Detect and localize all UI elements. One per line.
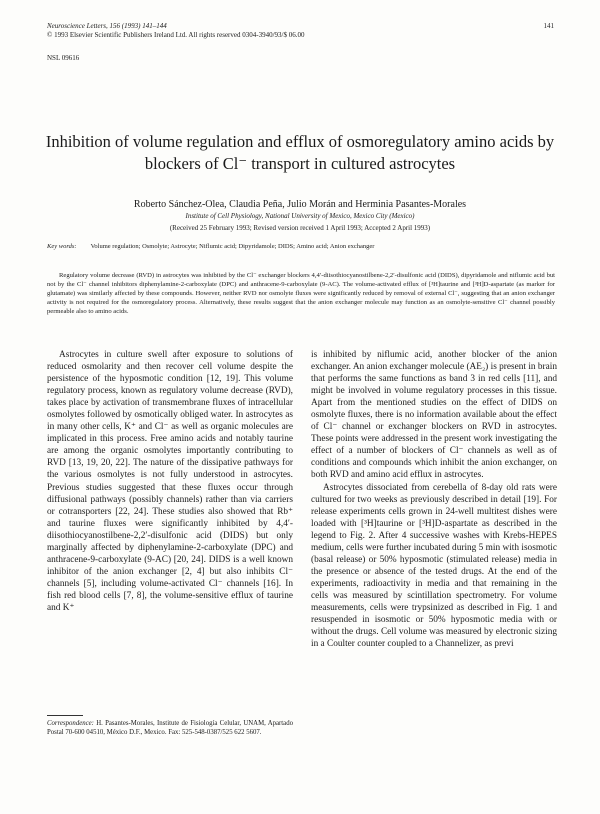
body-paragraph: is inhibited by niflumic acid, another blocker of the anion exchanger. An anion exchanger molecule (AE₂) is present in brain that performs the same functions as band 3 in red cells [11], and might be involved in volume regulatory processes in this tissue. Apart from the mentioned studies on the effect of DIDS on osmolyte fluxes, there is no information available about the effect of Cl⁻ channel or exchanger blockers on RVD in astrocytes. These points were addressed in the present work investigating the effect of a number of blockers of Cl⁻ channels as well as of conditions and compounds which inhibit the anion exchanger, on both RVD and amino acid efflux in astrocytes. <box>311 350 557 481</box>
body-column-left <box>47 349 293 614</box>
keywords-text: Volume regulation; Osmolyte; Astrocyte; Niflumic acid; Dipyridamole; DIDS; Amino acid; Anion exchanger <box>90 243 375 250</box>
keywords-label: Key words: <box>47 243 77 250</box>
correspondence-label: Correspondence: <box>47 720 94 727</box>
page-number: 141 <box>543 22 554 30</box>
footnote-rule <box>47 715 83 716</box>
journal-citation: Neuroscience Letters, 156 (1993) 141–144 <box>47 22 167 30</box>
correspondence-text: H. Pasantes-Morales, Institute de Fisiología Celular, UNAM, Apartado Postal 70-600 04510, México D.F., Mexico. Fax: 525-548-0387/525 622 5607. <box>47 720 293 736</box>
author-list: Roberto Sánchez-Olea, Claudia Peña, Julio Morán and Herminia Pasantes-Morales <box>133 199 467 210</box>
keywords-line <box>47 243 557 250</box>
abstract: Regulatory volume decrease (RVD) in astrocytes was inhibited by the Cl⁻ exchanger blockers 4,4′-diisothiocyanostilbene-2,2′-disulfonic acid (DIDS), dipyridamole and niflumic acid but not by the Cl⁻ channel inhibitors diphenylamine-2-carboxylate (DPC) and anthracene-9-carboxylate (9-AC). The volume-activated efflux of [³H]taurine and [³H]D-aspartate (as marker for glutamate) was similarly affected by these compounds. However, neither RVD nor osmolyte fluxes were significantly reduced by removal of external Cl⁻, suggesting that an anion exchanger activity is not required for the osmoregulatory process. Alternatively, these results suggest that the anion exchanger molecule may function as an osmolyte-sensitive Cl⁻ channel possibly permeable also to amino acids. <box>47 271 555 315</box>
body-column-right <box>311 349 557 650</box>
correspondence-footnote <box>47 719 293 737</box>
body-paragraph: Astrocytes dissociated from cerebella of 8-day old rats were cultured for two weeks as previously described in detail [19]. For release experiments cells grown in 24-well multitest dishes were loaded with [³H]taurine or [³H]D-aspartate as described in the legend to Fig. 2. After 4 successive washes with Krebs-HEPES medium, cells were further incubated during 5 min with isosmotic (basal release) or 50% hyposmotic (stimulated release) media in the presence or absence of the tested drugs. At the end of the experiments, radioactivity in media and that remaining in the cells was measured by scintillation spectrometry. For volume measurements, cells were trypsinized as described in Fig. 1 and resuspended in isosmotic or 50% hyposmotic media with or without the drugs. Cell volume was measured by electronic sizing in a Coulter counter coupled to a Channelizer, as previ <box>311 482 557 650</box>
copyright-line: © 1993 Elsevier Scientific Publishers Ireland Ltd. All rights reserved 0304-3940/93/$ 06.00 <box>47 31 305 39</box>
body-paragraph: Astrocytes in culture swell after exposure to solutions of reduced osmolarity and then recover cell volume despite the persistence of the hyposmotic condition [12, 19]. This volume regulatory process, known as regulatory volume decrease (RVD), takes place by activation of transmembrane fluxes of intracellular osmolytes followed by osmotically obliged water. In astrocytes as in many other cells, K⁺ and Cl⁻ as well as organic molecules are implicated in this process. Free amino acids and notably taurine are among the organic osmolytes importantly contributing to RVD [13, 19, 20, 22]. The nature of the dissipative pathways for the various osmolytes is not fully understood in astrocytes. Previous studies suggested that these fluxes occur through diffusional pathways (possibly channels) rather than via carriers or cotransporters [22, 24]. These studies also showed that Rb⁺ and taurine fluxes were significantly inhibited by 4,4′-diisothiocyanostilbene-2,2′-disulfonic acid (DIDS) but only marginally affected by diphenylamine-2-carboxylate (DPC) and anthracene-9-carboxylate (9-AC) [20, 24]. DIDS is a well known inhibitor of the anion exchanger [2, 4] but also inhibits Cl⁻ channels [5], including volume-activated Cl⁻ channels [16]. In fish red blood cells [7, 8], the volume-sensitive efflux of taurine and K⁺ <box>47 350 293 613</box>
received-dates: (Received 25 February 1993; Revised version received 1 April 1993; Accepted 2 April 1993) <box>169 224 431 232</box>
author-affiliation: Institute of Cell Physiology, National University of Mexico, Mexico City (Mexico) <box>185 212 415 220</box>
article-title: Inhibition of volume regulation and efflux of osmoregulatory amino acids by blockers of Cl⁻ transport in cultured astrocytes <box>45 132 555 173</box>
running-header <box>47 22 487 40</box>
ssdi-code: NSL 09616 <box>47 54 80 62</box>
